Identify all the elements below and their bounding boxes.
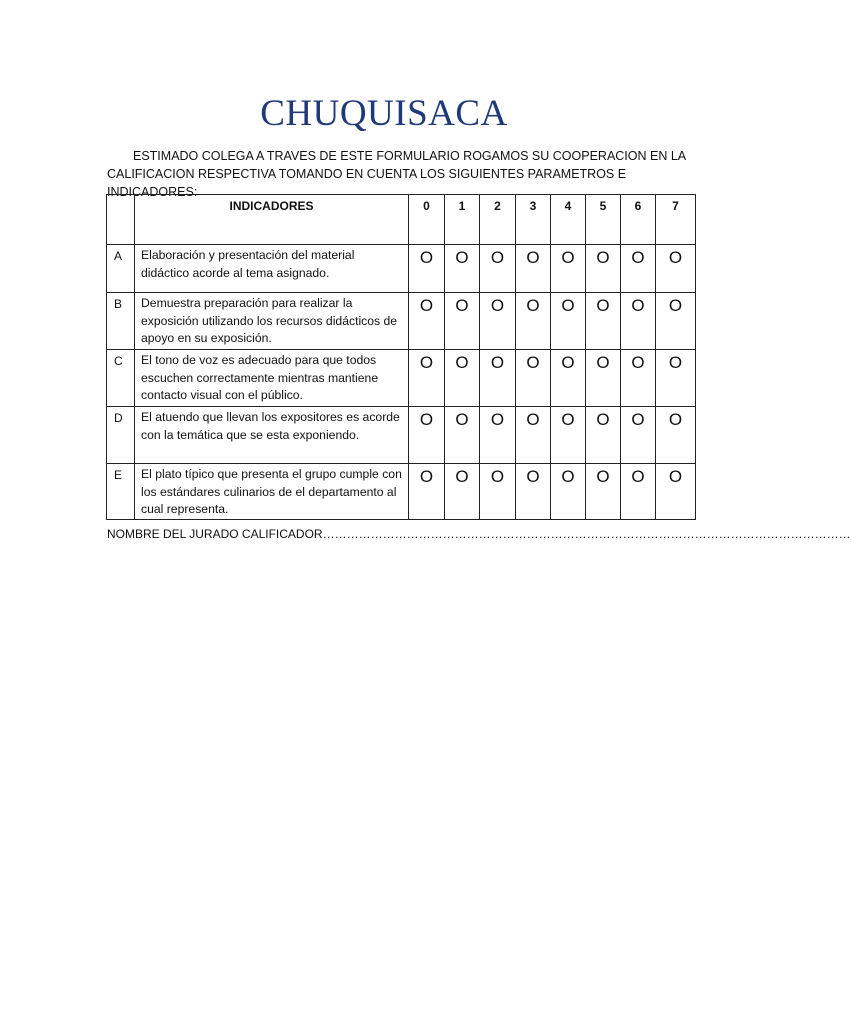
score-option-0[interactable]: O (409, 245, 445, 293)
jury-name-dots[interactable]: …………………………………………………………………………………………………………………… (322, 527, 851, 541)
score-option-6[interactable]: O (621, 350, 656, 407)
score-option-4[interactable]: O (551, 350, 586, 407)
row-letter: B (107, 293, 135, 350)
score-option-4[interactable]: O (551, 464, 586, 520)
score-option-4[interactable]: O (551, 293, 586, 350)
score-option-5[interactable]: O (586, 407, 621, 464)
score-option-2[interactable]: O (480, 407, 516, 464)
score-option-5[interactable]: O (586, 464, 621, 520)
row-description: El tono de voz es adecuado para que todos escuchen correctamente mientras mantiene contacto visual con el público. (135, 350, 409, 407)
score-option-0[interactable]: O (409, 407, 445, 464)
row-description: El atuendo que llevan los expositores es acorde con la temática que se esta exponiendo. (135, 407, 409, 464)
score-option-1[interactable]: O (445, 350, 480, 407)
intro-text (107, 147, 707, 201)
row-description: Demuestra preparación para realizar la exposición utilizando los recursos didácticos de apoyo en su exposición. (135, 293, 409, 350)
table-header-row (107, 195, 696, 245)
score-option-2[interactable]: O (480, 245, 516, 293)
header-score-0: 0 (409, 195, 445, 245)
score-option-3[interactable]: O (516, 293, 551, 350)
score-option-0[interactable]: O (409, 293, 445, 350)
header-letter-cell (107, 195, 135, 245)
header-score-1: 1 (445, 195, 480, 245)
header-score-2: 2 (480, 195, 516, 245)
score-option-7[interactable]: O (656, 407, 696, 464)
table-row (107, 407, 696, 464)
score-option-7[interactable]: O (656, 293, 696, 350)
header-score-6: 6 (621, 195, 656, 245)
score-option-0[interactable]: O (409, 350, 445, 407)
score-option-4[interactable]: O (551, 245, 586, 293)
table-row (107, 245, 696, 293)
row-letter: A (107, 245, 135, 293)
score-option-3[interactable]: O (516, 464, 551, 520)
score-option-5[interactable]: O (586, 350, 621, 407)
score-option-6[interactable]: O (621, 464, 656, 520)
score-option-6[interactable]: O (621, 293, 656, 350)
row-letter: C (107, 350, 135, 407)
score-option-7[interactable]: O (656, 245, 696, 293)
score-option-3[interactable]: O (516, 407, 551, 464)
score-option-5[interactable]: O (586, 245, 621, 293)
score-option-6[interactable]: O (621, 407, 656, 464)
intro-line-2: CALIFICACION RESPECTIVA TOMANDO EN CUENTA LOS SIGUIENTES PARAMETROS E INDICADORES: (107, 167, 627, 199)
jury-name-line (107, 527, 851, 541)
evaluation-table (106, 194, 696, 520)
jury-name-label: NOMBRE DEL JURADO CALIFICADOR (107, 527, 323, 541)
score-option-1[interactable]: O (445, 245, 480, 293)
score-option-6[interactable]: O (621, 245, 656, 293)
score-option-2[interactable]: O (480, 464, 516, 520)
row-description: El plato típico que presenta el grupo cumple con los estándares culinarios de el departamento al cual representa. (135, 464, 409, 520)
header-score-5: 5 (586, 195, 621, 245)
row-letter: E (107, 464, 135, 520)
intro-line-1: ESTIMADO COLEGA A TRAVES DE ESTE FORMULARIO ROGAMOS SU COOPERACION EN LA (133, 149, 687, 163)
row-letter: D (107, 407, 135, 464)
row-description: Elaboración y presentación del material didáctico acorde al tema asignado. (135, 245, 409, 293)
page-title: CHUQUISACA (260, 93, 508, 134)
score-option-1[interactable]: O (445, 464, 480, 520)
score-option-4[interactable]: O (551, 407, 586, 464)
table-row (107, 293, 696, 350)
score-option-7[interactable]: O (656, 464, 696, 520)
score-option-1[interactable]: O (445, 407, 480, 464)
table-row (107, 350, 696, 407)
header-indicators: INDICADORES (135, 195, 409, 245)
header-score-3: 3 (516, 195, 551, 245)
score-option-0[interactable]: O (409, 464, 445, 520)
score-option-2[interactable]: O (480, 350, 516, 407)
header-score-7: 7 (656, 195, 696, 245)
table-row (107, 464, 696, 520)
score-option-3[interactable]: O (516, 245, 551, 293)
header-score-4: 4 (551, 195, 586, 245)
score-option-1[interactable]: O (445, 293, 480, 350)
score-option-2[interactable]: O (480, 293, 516, 350)
score-option-3[interactable]: O (516, 350, 551, 407)
score-option-5[interactable]: O (586, 293, 621, 350)
score-option-7[interactable]: O (656, 350, 696, 407)
